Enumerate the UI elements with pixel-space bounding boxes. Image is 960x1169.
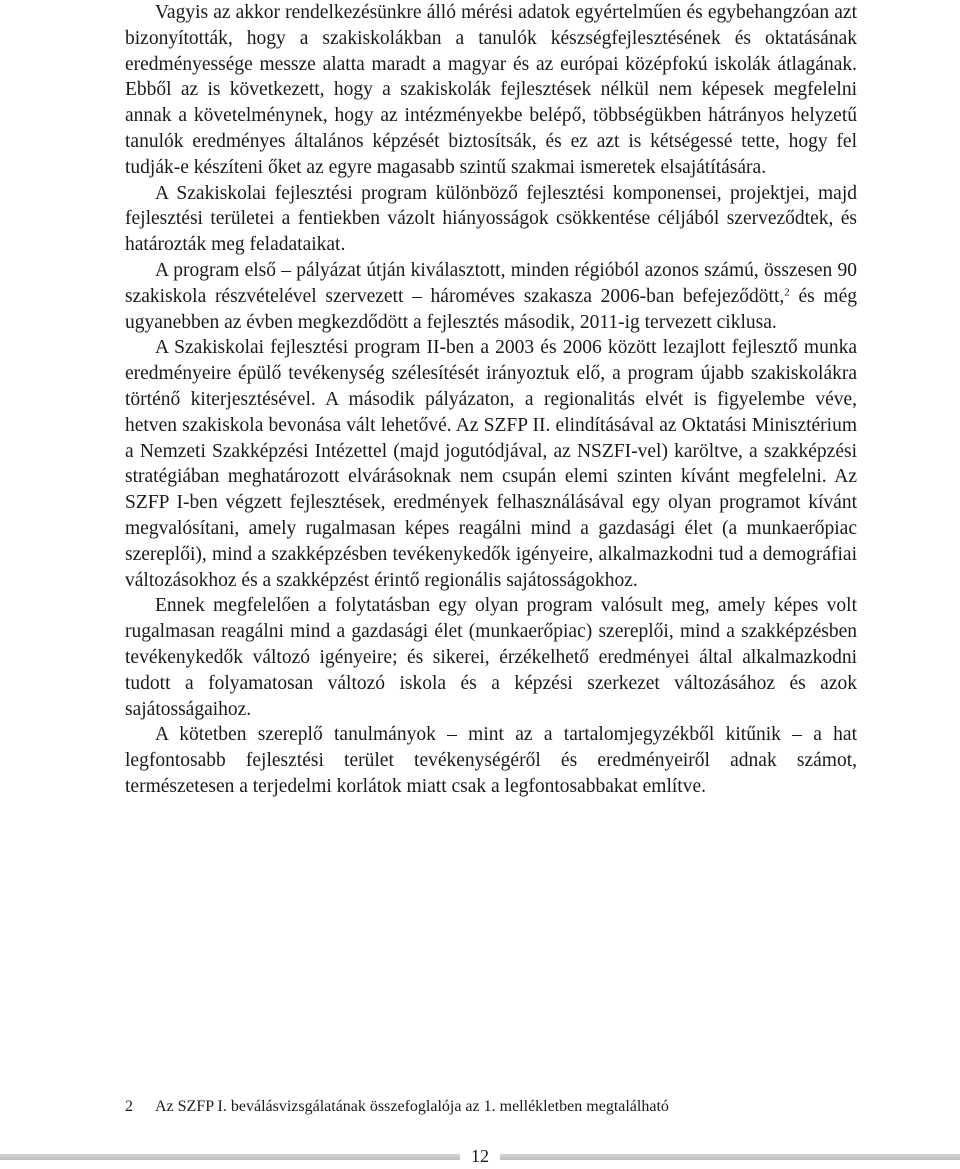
paragraph-2: A Szakiskolai fejlesztési program különböző fejlesztési komponensei, projektjei, majd fejlesztési területei a fentiekben vázolt hiányosságok csökkentése céljából szerveződtek, és határozták meg feladataikat. [125,182,857,256]
paragraph-3-part-1: A program első – pályázat útján kiválasztott, minden régióból azonos számú, összesen 90 szakiskola részvételével szervezett – hároméves szakasza 2006-ban befejeződött, [125,259,857,307]
paragraph-1: Vagyis az akkor rendelkezésünkre álló mérési adatok egyértelműen és egybehangzóan azt bizonyították, hogy a szakiskolákban a tanulók készségfejlesztésének és oktatásának eredményessége messze alatta maradt a magyar és az európai középfokú iskolák átlagának. Ebből az is következett, hogy a szakiskolák fejlesztések nélkül nem képesek megfelelni annak a követelménynek, hogy az intézményekbe belépő, többségükben hátrányos helyzetű tanulók eredményes általános képzését biztosítsák, és ez azt is kétségessé tette, hogy fel tudják-e készíteni őket az egyre magasabb szintű szakmai ismeretek elsajátítására. [125,2,857,178]
page-number: 12 [471,1146,489,1166]
paragraph-3 [125,258,857,335]
footnote-text: Az SZFP I. beválásvizsgálatának összefoglalója az 1. mellékletben megtalálható [155,1098,669,1115]
paragraph-3-part-2: és még ugyanebben az évben megkezdődött a fejlesztés második, 2011-ig tervezett ciklusa. [125,285,857,333]
body-text [125,0,857,800]
paragraph-5: Ennek megfelelően a folytatásban egy olyan program valósult meg, amely képes volt rugalmasan reagálni mind a gazdasági élet (munkaerőpiac) szereplői, mind a szakképzésben tevékenykedők változó igényeire; és sikerei, érzékelhető eredményei által alkalmazkodni tudott a folyamatosan változó iskola és a képzési szerkezet változásához és azok sajátosságaihoz. [125,595,857,720]
footnote-reference[interactable]: 2 [784,286,790,299]
paragraph-4: A Szakiskolai fejlesztési program II-ben a 2003 és 2006 között lezajlott fejlesztő munka eredményeire épülő tevékenység szélesítését irányoztuk elő, a program újabb szakiskolákra történő kiterjesztésével. A második pályázaton, a regionalitás elvét is figyelembe véve, hetven szakiskola bevonása vált lehetővé. Az SZFP II. elindításával az Oktatási Minisztérium a Nemzeti Szakképzési Intézettel (majd jogutódjával, az NSZFI-vel) karöltve, a szakképzési stratégiában meghatározott elvárásoknak nem csupán elemi szinten kívánt megfelelni. Az SZFP I-ben végzett fejlesztések, eredmények felhasználásával egy olyan programot kívánt megvalósítani, amely rugalmasan képes reagálni mind a gazdasági élet (a munkaerőpiac szereplői), mind a szakképzésben tevékenykedők igényeire, alkalmazkodni tud a demográfiai változásokhoz és a szakképzést érintő regionális sajátosságokhoz. [125,337,857,591]
footnote-number: 2 [125,1098,133,1115]
paragraph-6: A kötetben szereplő tanulmányok – mint az a tartalomjegyzékből kitűnik – a hat legfontosabb fejlesztési terület tevékenységéről és eredményeiről adnak számot, természetesen a terjedelmi korlátok miatt csak a legfontosabbakat említve. [125,724,857,797]
footnote [125,1096,857,1118]
